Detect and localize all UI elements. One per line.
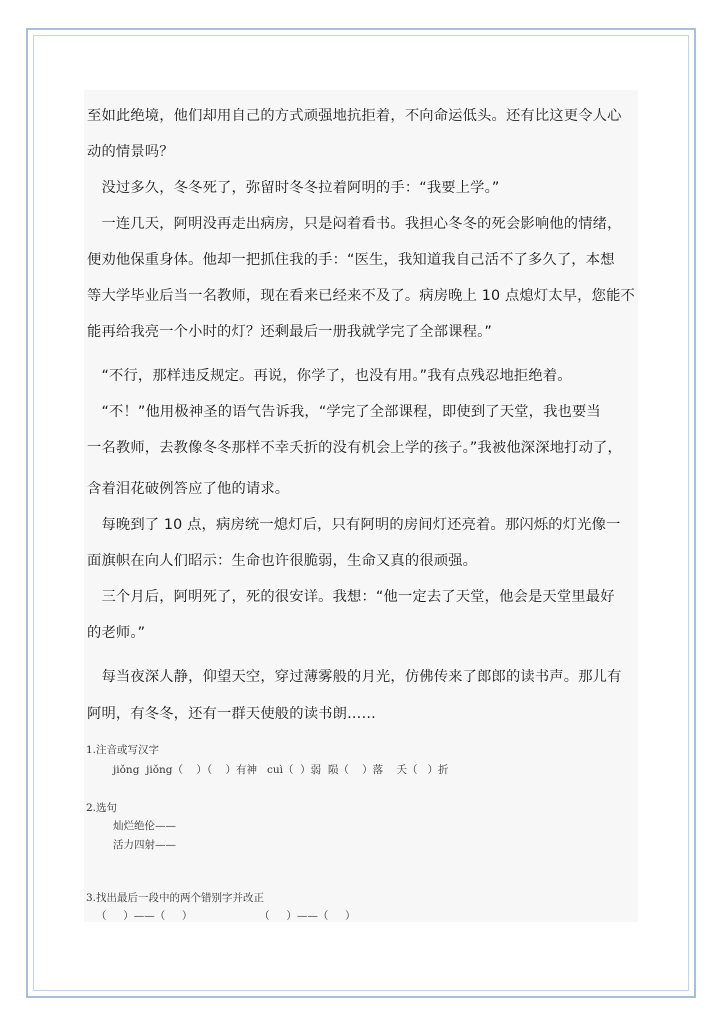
passage-line: 每晚到了 10 点，病房统一熄灯后，只有阿明的房间灯还亮着。那闪烁的灯光像一 — [87, 517, 621, 533]
passage-line: 阿明，有冬冬，还有一群天使般的读书朗…… — [87, 706, 376, 722]
question-1-blanks: jiǒng jiǒng（ ）（ ）有神 cuì（ ）弱 陨（ ）落 夭（ ）折 — [113, 764, 449, 776]
passage-line: 一名教师，去教像冬冬那样不幸夭折的没有机会上学的孩子。”我被他深深地打动了， — [87, 440, 622, 456]
passage-line: 能再给我亮一个小时的灯？还剩最后一册我就学完了全部课程。” — [87, 324, 492, 340]
passage-line: 每当夜深人静，仰望天空，穿过薄雾般的月光，仿佛传来了郎郎的读书声。那儿有 — [87, 669, 622, 685]
passage-line: “不！”他用极神圣的语气告诉我，“学完了全部课程，即使到了天堂，我也要当 — [87, 404, 601, 420]
passage-line: 等大学毕业后当一名教师，现在看来已经来不及了。病房晚上 10 点熄灯太早，您能不 — [87, 288, 635, 304]
question-3-blanks: （ ）——（ ） （ ）——（ ） — [96, 910, 356, 922]
passage-line: 便劝他保重身体。他却一把抓住我的手：“医生，我知道我自己活不了多久了，本想 — [87, 252, 615, 268]
question-1-title: 1.注音或写汉字 — [86, 744, 160, 756]
passage-line: 的老师。” — [87, 625, 146, 641]
passage-line: 一连几天，阿明没再走出病房，只是闷着看书。我担心冬冬的死会影响他的情绪， — [87, 216, 622, 232]
passage-line: “不行，那样违反规定。再说，你学了，也没有用。”我有点残忍地拒绝着。 — [87, 368, 572, 384]
passage-line: 含着泪花破例答应了他的请求。 — [87, 481, 290, 497]
passage-line: 动的情景吗？ — [87, 144, 174, 160]
question-2-item: 灿烂绝伦—— — [113, 820, 176, 832]
passage-line: 至如此绝境，他们却用自己的方式顽强地抗拒着，不向命运低头。还有比这更令人心 — [87, 108, 622, 124]
passage-line: 三个月后，阿明死了，死的很安详。我想：“他一定去了天堂，他会是天堂里最好 — [87, 589, 615, 605]
question-2-title: 2.选句 — [86, 802, 118, 814]
question-2-item: 活力四射—— — [113, 839, 176, 851]
question-3-title: 3.找出最后一段中的两个错别字并改正 — [86, 892, 265, 904]
passage-line: 面旗帜在向人们昭示：生命也许很脆弱，生命又真的很顽强。 — [87, 553, 478, 569]
passage-line: 没过多久，冬冬死了，弥留时冬冬拉着阿明的手：“我要上学。” — [87, 180, 500, 196]
